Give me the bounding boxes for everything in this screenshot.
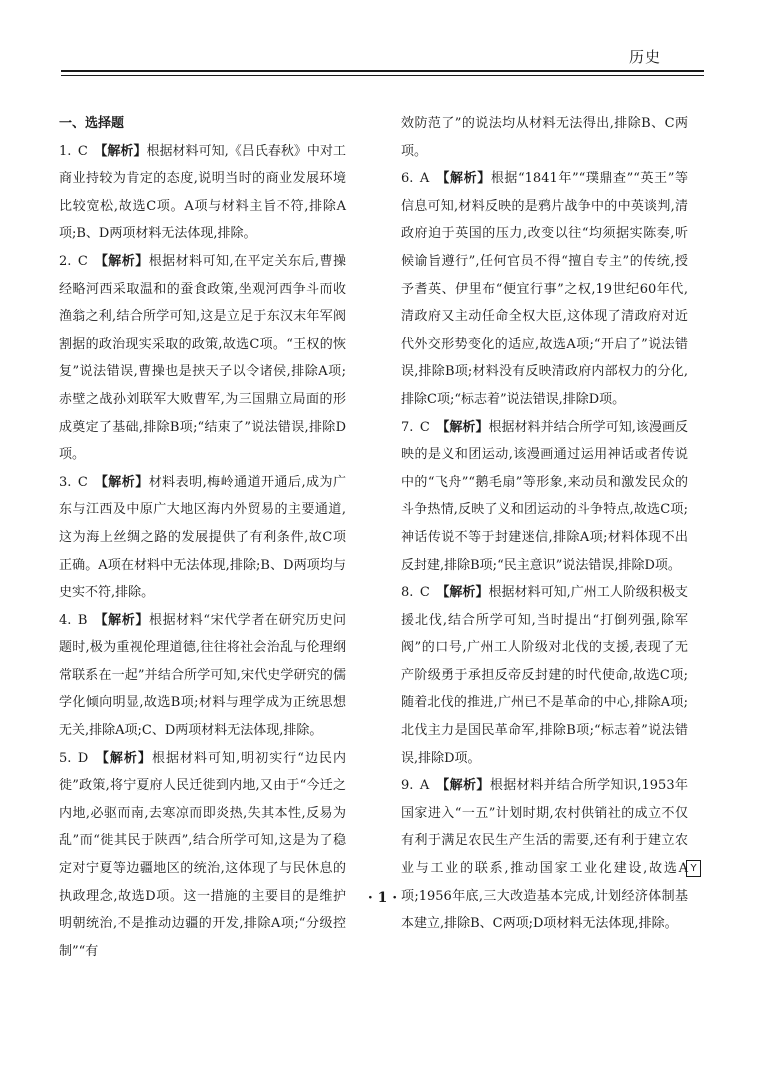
analysis-tag: 【解析】 xyxy=(436,419,489,435)
analysis-tag: 【解析】 xyxy=(93,612,149,628)
answer-item xyxy=(401,772,688,938)
answer-item xyxy=(401,579,688,772)
right-question-list xyxy=(401,165,688,938)
question-number: 1. xyxy=(59,143,72,159)
header-rule-thick xyxy=(61,70,704,72)
answer-letter: C xyxy=(77,143,88,159)
answer-item xyxy=(59,745,346,966)
right-column xyxy=(401,110,688,938)
answer-item xyxy=(59,138,346,248)
answer-item xyxy=(401,165,688,413)
answer-letter: A xyxy=(419,778,430,794)
analysis-text: 根据材料并结合所学可知,该漫画反映的是义和团运动,该漫画通过运用神话或者传说中的“飞舟”“鹅毛扇”等形象,来动员和激发民众的斗争热情,反映了义和团运动的斗争特点,故选C项;神话传说不等于封建迷信,排除A项;材料体现不出反封建,排除B项;“民主意识”说法错误,排除D项。 xyxy=(401,419,688,573)
analysis-text: 根据材料可知,广州工人阶级积极支援北伐,结合所学可知,当时提出“打倒列强,除军阀”的口号,广州工人阶级对北伐的支援,表现了无产阶级勇于承担反帝反封建的时代使命,故选C项;随着北伐的推进,广州已不是革命的中心,排除A项;北伐主力是国民革命军,排除B项;“标志着”说法错误,排除D项。 xyxy=(401,585,688,766)
analysis-text: 根据材料可知,明初实行“边民内徙”政策,将宁夏府人民迁徙到内地,又由于“今迁之内地,必驱而南,去寒凉而即炎热,失其本性,反易为乱”而“徙其民于陕西”,结合所学可知,这是为了稳定对宁夏等边疆地区的统治,这体现了与民休息的执政理念,故选D项。这一措施的主要目的是维护明朝统治,不是推动边疆的开发,排除A项;“分级控制”“有 xyxy=(59,750,346,959)
answer-item xyxy=(401,414,688,580)
analysis-text: 根据材料可知,《吕氏春秋》中对工商业持较为肯定的态度,说明当时的商业发展环境比较宽松,故选C项。A项与材料主旨不符,排除A项;B、D两项材料无法体现,排除。 xyxy=(59,143,346,242)
question-number: 7. xyxy=(401,419,414,435)
analysis-tag: 【解析】 xyxy=(94,253,149,269)
answer-letter: C xyxy=(419,585,430,601)
continuation-text: 效防范了”的说法均从材料无法得出,排除B、C两项。 xyxy=(401,116,688,159)
version-badge: Y xyxy=(686,860,701,877)
answer-letter: C xyxy=(77,474,88,490)
question-number: 8. xyxy=(401,585,414,601)
analysis-tag: 【解析】 xyxy=(94,474,149,490)
header-rule-thin xyxy=(61,75,704,76)
question-number: 6. xyxy=(401,171,414,187)
answer-item xyxy=(59,607,346,745)
left-column xyxy=(59,110,346,965)
analysis-tag: 【解析】 xyxy=(436,585,489,601)
question-number: 9. xyxy=(401,778,414,794)
analysis-text: 根据“1841年”“璞鼎查”“英王”等信息可知,材料反映的是鸦片战争中的中英谈判,清政府迫于英国的压力,改变以往“均须据实陈奏,听候谕旨遵行”,任何官员不得“擅自专主”的传统,授予耆英、伊里布“便宜行事”之权,19世纪60年代,清政府又主动任命全权大臣,这体现了清政府对近代外交形势变化的适应,故选A项;“开启了”说法错误,排除B项;材料没有反映清政府内部权力的分化,排除C项;“标志着”说法错误,排除D项。 xyxy=(401,171,688,407)
question-number: 3. xyxy=(59,474,72,490)
answer-item xyxy=(59,248,346,469)
answer-letter: A xyxy=(419,171,430,187)
analysis-tag: 【解析】 xyxy=(435,171,491,187)
question-number: 2. xyxy=(59,253,72,269)
analysis-text: 根据材料可知,在平定关东后,曹操经略河西采取温和的蚕食政策,坐观河西争斗而收渔翁之利,结合所学可知,这是立足于东汉末年军阀割据的政治现实采取的政策,故选C项。“王权的恢复”说法错误,曹操也是挟天子以令诸侯,排除A项;赤壁之战孙刘联军大败曹军,为三国鼎立局面的形成奠定了基础,排除B项;“结束了”说法错误,排除D项。 xyxy=(59,253,346,463)
answer-letter: C xyxy=(419,419,430,435)
analysis-text: 根据材料“宋代学者在研究历史问题时,极为重视伦理道德,往往将社会治乱与伦理纲常联系在一起”并结合所学可知,宋代史学研究的儒学化倾向明显,故选B项;材料与理学成为正统思想无关,排除A项;C、D两项材料无法体现,排除。 xyxy=(59,612,346,739)
question-number: 4. xyxy=(59,612,72,628)
section-title: 一、选择题 xyxy=(59,116,125,131)
subject-title: 历史 xyxy=(629,48,662,66)
analysis-tag: 【解析】 xyxy=(435,778,490,794)
analysis-tag: 【解析】 xyxy=(94,750,152,766)
left-question-list xyxy=(59,138,346,966)
analysis-text: 材料表明,梅岭通道开通后,成为广东与江西及中原广大地区海内外贸易的主要通道,这为海上丝绸之路的发展提供了有利条件,故C项正确。A项在材料中无法体现,排除;B、D两项均与史实不符,排除。 xyxy=(59,474,346,601)
answer-letter: D xyxy=(77,750,89,766)
question-number: 5. xyxy=(59,750,72,766)
answer-letter: C xyxy=(77,253,88,269)
answer-item xyxy=(59,469,346,607)
answer-letter: B xyxy=(77,612,88,628)
analysis-text: 根据材料并结合所学知识,1953年国家进入“一五”计划时期,农村供销社的成立不仅有利于满足农民生产生活的需要,还有利于建立农业与工业的联系,推动国家工业化建设,故选A项;1956年底,三大改造基本完成,计划经济体制基本建立,排除B、C两项;D项材料无法体现,排除。 xyxy=(401,778,688,932)
analysis-tag: 【解析】 xyxy=(94,143,147,159)
page-number: · 1 · xyxy=(367,890,398,906)
